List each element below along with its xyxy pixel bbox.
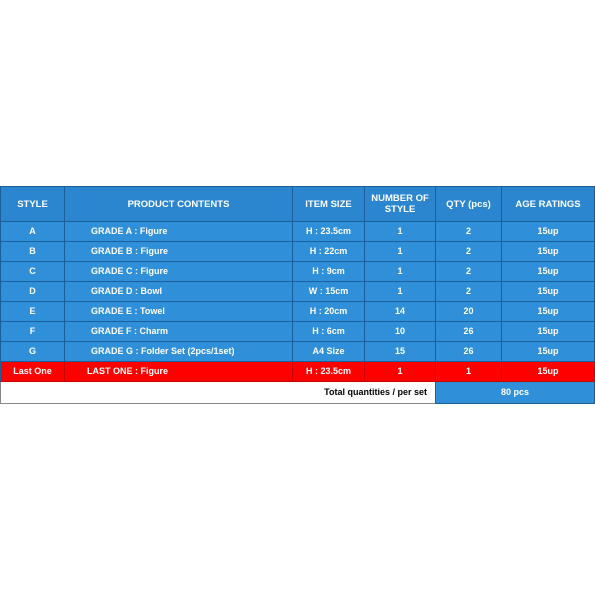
row-d-number: 1 [365, 282, 436, 302]
row-c-qty: 2 [436, 262, 502, 282]
row-c-age: 15up [502, 262, 595, 282]
row-last-one-age: 15up [502, 362, 595, 382]
row-a-contents: GRADE A : Figure [65, 222, 293, 242]
header-qty: QTY (pcs) [436, 186, 502, 222]
product-table [0, 186, 595, 404]
row-f-contents: GRADE F : Charm [65, 322, 293, 342]
row-a-age: 15up [502, 222, 595, 242]
header-age-ratings: AGE RATINGS [502, 186, 595, 222]
row-f-style: F [0, 322, 65, 342]
row-a-number: 1 [365, 222, 436, 242]
row-a-size: H : 23.5cm [293, 222, 365, 242]
row-d-size: W : 15cm [293, 282, 365, 302]
row-b-age: 15up [502, 242, 595, 262]
row-d-qty: 2 [436, 282, 502, 302]
row-e-age: 15up [502, 302, 595, 322]
row-f-size: H : 6cm [293, 322, 365, 342]
header-number-of-style: NUMBER OF STYLE [365, 186, 436, 222]
row-last-one-qty: 1 [436, 362, 502, 382]
row-c-style: C [0, 262, 65, 282]
row-b-qty: 2 [436, 242, 502, 262]
row-last-one-number: 1 [365, 362, 436, 382]
row-a-qty: 2 [436, 222, 502, 242]
row-e-style: E [0, 302, 65, 322]
row-g-contents: GRADE G : Folder Set (2pcs/1set) [65, 342, 293, 362]
row-g-style: G [0, 342, 65, 362]
row-g-size: A4 Size [293, 342, 365, 362]
row-f-number: 10 [365, 322, 436, 342]
header-item-size: ITEM SIZE [293, 186, 365, 222]
row-f-age: 15up [502, 322, 595, 342]
row-last-one-style: Last One [0, 362, 65, 382]
row-e-contents: GRADE E : Towel [65, 302, 293, 322]
row-c-size: H : 9cm [293, 262, 365, 282]
total-quantities-label: Total quantities / per set [0, 382, 436, 404]
row-d-style: D [0, 282, 65, 302]
header-product-contents: PRODUCT CONTENTS [65, 186, 293, 222]
row-b-style: B [0, 242, 65, 262]
row-e-qty: 20 [436, 302, 502, 322]
row-c-number: 1 [365, 262, 436, 282]
row-e-size: H : 20cm [293, 302, 365, 322]
row-c-contents: GRADE C : Figure [65, 262, 293, 282]
row-d-age: 15up [502, 282, 595, 302]
row-d-contents: GRADE D : Bowl [65, 282, 293, 302]
header-style: STYLE [0, 186, 65, 222]
row-g-number: 15 [365, 342, 436, 362]
row-b-contents: GRADE B : Figure [65, 242, 293, 262]
row-f-qty: 26 [436, 322, 502, 342]
row-b-size: H : 22cm [293, 242, 365, 262]
row-last-one-contents: LAST ONE : Figure [65, 362, 293, 382]
row-g-age: 15up [502, 342, 595, 362]
row-e-number: 14 [365, 302, 436, 322]
row-g-qty: 26 [436, 342, 502, 362]
row-b-number: 1 [365, 242, 436, 262]
row-last-one-size: H : 23.5cm [293, 362, 365, 382]
total-quantities-value: 80 pcs [436, 382, 595, 404]
row-a-style: A [0, 222, 65, 242]
